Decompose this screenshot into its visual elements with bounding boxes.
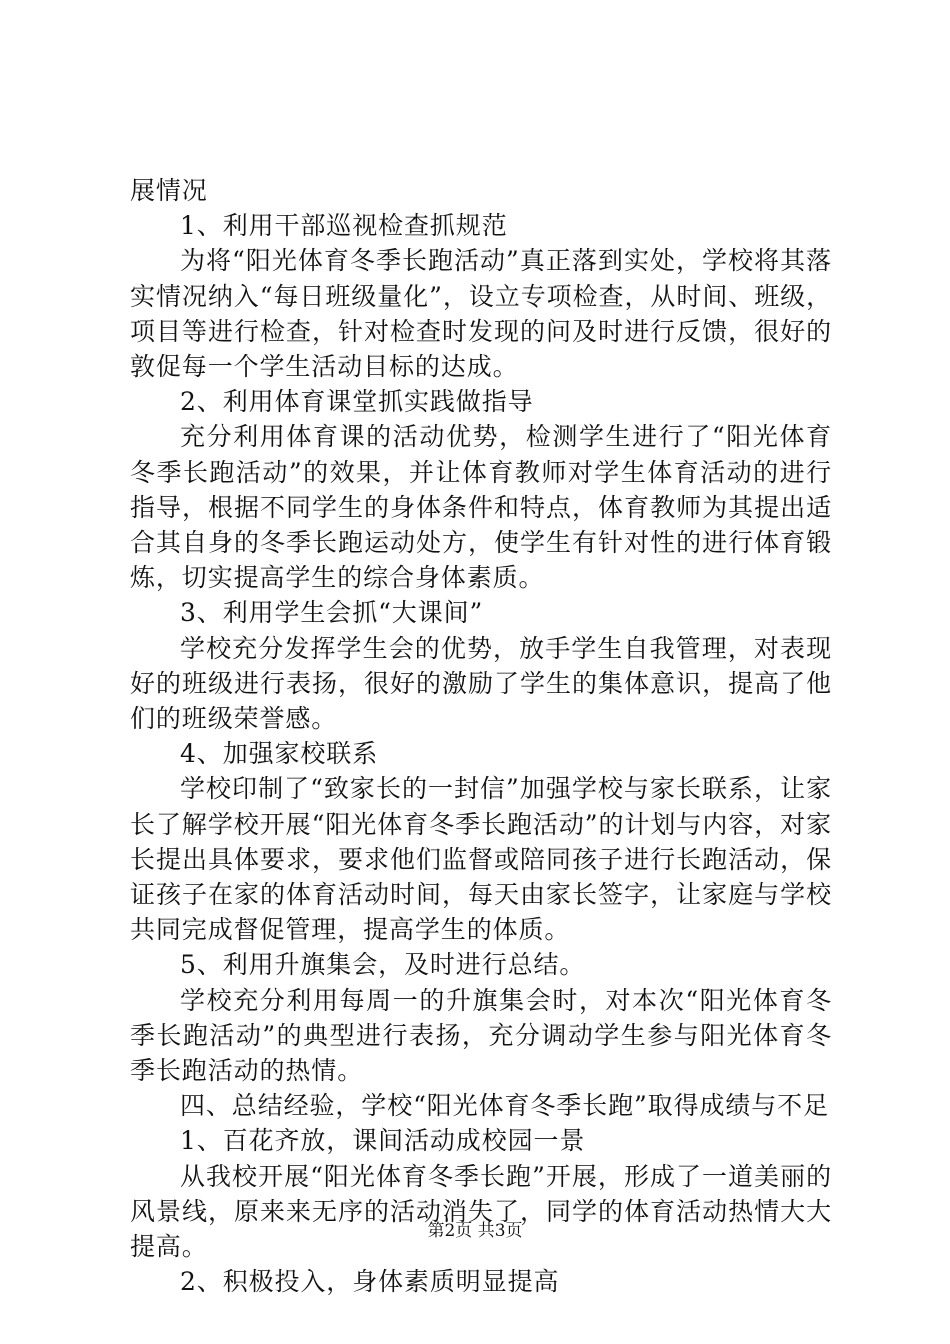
section-heading: 1、百花齐放，课间活动成校园一景 bbox=[180, 1126, 586, 1156]
chapter-heading: 四、总结经验，学校“阳光体育冬季长跑”取得成绩与不足 bbox=[180, 1091, 829, 1121]
paragraph: 充分利用体育课的活动优势，检测学生进行了“阳光体育冬季长跑活动”的效果，并让体育教师对学生体育活动的进行指导，根据不同学生的身体条件和特点，体育教师为其提出适合其自身的冬季长跑运动处方，使学生有针对性的进行体育锻炼，切实提高学生的综合身体素质。 bbox=[130, 422, 832, 593]
paragraph: 学校充分利用每周一的升旗集会时，对本次“阳光体育冬季长跑活动”的典型进行表扬，充分调动学生参与阳光体育冬季长跑活动的热情。 bbox=[130, 985, 832, 1086]
paragraph: 学校充分发挥学生会的优势，放手学生自我管理，对表现好的班级进行表扬，很好的激励了学生的集体意识，提高了他们的班级荣誉感。 bbox=[130, 633, 832, 734]
document-body bbox=[130, 173, 832, 1300]
section-heading: 1、利用干部巡视检查抓规范 bbox=[180, 211, 508, 241]
paragraph: 从我校开展“阳光体育冬季长跑”开展，形成了一道美丽的风景线，原来来无序的活动消失了，同学的体育活动热情大大提高。 bbox=[130, 1161, 832, 1262]
section-heading: 2、积极投入，身体素质明显提高 bbox=[180, 1267, 560, 1297]
paragraph: 展情况 bbox=[130, 176, 208, 205]
section-heading: 3、利用学生会抓“大课间” bbox=[180, 598, 484, 628]
paragraph: 为将“阳光体育冬季长跑活动”真正落到实处，学校将其落实情况纳入“每日班级量化”，设立专项检查，从时间、班级，项目等进行检查，针对检查时发现的问及时进行反馈，很好的敦促每一个学生活动目标的达成。 bbox=[130, 246, 832, 382]
paragraph: 学校印制了“致家长的一封信”加强学校与家长联系，让家长了解学校开展“阳光体育冬季长跑活动”的计划与内容，对家长提出具体要求，要求他们监督或陪同孩子进行长跑活动，保证孩子在家的体育活动时间，每天由家长签字，让家庭与学校共同完成督促管理，提高学生的体质。 bbox=[130, 774, 832, 945]
section-heading: 4、加强家校联系 bbox=[180, 739, 379, 769]
page-number-footer: 第2页 共3页 bbox=[427, 1221, 523, 1241]
section-heading: 2、利用体育课堂抓实践做指导 bbox=[180, 387, 534, 417]
section-heading: 5、利用升旗集会，及时进行总结。 bbox=[180, 950, 586, 980]
